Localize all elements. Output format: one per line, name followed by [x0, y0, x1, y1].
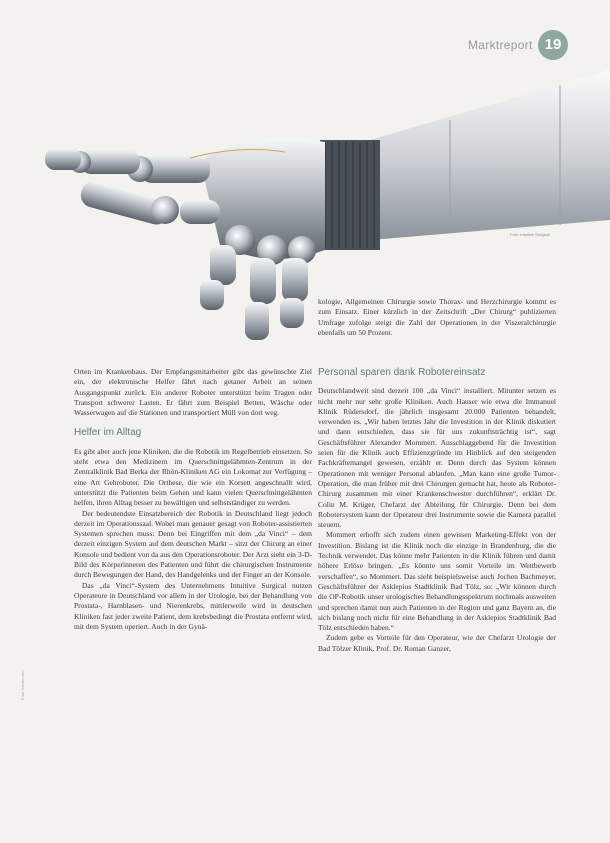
page-number-badge: 19 [538, 30, 568, 60]
paragraph: kologie, Allgemeinen Chirurgie sowie Thorax- und Herzchirurgie kommt es zum Einsatz. Einer kürzlich in der Zeitschrift „Der Chirurg“ publizierten Umfrage zufolge steigt die Zahl der Operationen in der Viszeralchirurgie ebenfalls um 50 Prozent. [318, 297, 556, 337]
paragraph: Deutschlandweit sind derzeit 100 „da Vinci“ installiert. Mitunter setzen es nicht mehr nur sehr große Kliniken. Auch Hauser wie etwa die Immanuel Klinik Rüdersdorf, die jährlich insgesamt 20.000 Patienten behandelt, verwenden es. „Wir haben letztes Jahr die Investition in der Klinik diskutiert und dann entschieden, dass sie für uns zukunftsträchtig ist“, sagt Geschäftsführer Alexander Mommert. Ausschlaggebend für die Investition seien für die Klinik auch Effizienzgründe im Hinblick auf den steigenden Fachkräftemangel gewesen, erzählt er. Denn durch das System können Operationen mit weniger Personal ablaufen. „Man kann eine große Tumor-Operation, die man früher mit drei Chirurgen gemacht hat, heute als Roboter-Chirurg zusammen mit einer Krankenschwester durchführen“, erklärt Dr. Colin M. Krüger, Chefarzt der Abteilung für Chirurgie. Denn bei dem Robotersystem kann der Operateur drei Instrumente sowie die Kamera parallel steuern. [318, 386, 556, 530]
paragraph: Das „da Vinci“-System des Unternehmens Intuitive Surgical nutzen Operateure in Deutschland vor allem in der Urologie, bei der Behandlung von Prostata-, Harnblasen- und Nierenkrebs, mittlerweile wird in deutschen Kliniken fast jeder zweite Patient, dem krebsbedingt die Prostata entfernt wird, mit dem System operiert. Auch in der Gynä- [74, 580, 312, 631]
paragraph: Der bedeutendste Einsatzbereich der Robotik in Deutschland liegt jedoch derzeit im Operationssaal. Wobei man genauer gesagt von Roboter-assistierten Systemen sprechen muss: Denn bei Eingriffen mit dem „da Vinci“ – dem derzeit einzigen System auf dem deutschen Markt – sitzt der Chirurg an einer Konsole und bedient von da aus den Operationsroboter. Der Arzt sieht ein 3-D-Bild des Körperinneren des Patienten und führt die chirurgischen Instrumente durch Bewegungen der Hand, des Handgelenks und der Finger an der Konsole. [74, 508, 312, 580]
paragraph: Zudem gebe es Vorteile für den Operateur, wie der Chefarzt Urologie der Bad Tölzer Klinik, Prof. Dr. Roman Ganzer, [318, 633, 556, 653]
column-left [74, 367, 312, 632]
side-credit: Foto: fotolia.com [20, 670, 25, 700]
paragraph: Orten im Krankenhaus. Der Empfangsmitarbeiter gibt das gewünschte Ziel ein, der elektronische Helfer fährt nach getaner Arbeit an seinen Ausgangspunkt zurück. Ein anderer Roboter unterstützt beim Tragen oder Transport schwerer Lasten. Er fährt zum Beispiel Betten, Wäsche oder Wasserwagen auf die Stationen und transportiert Müll von dort weg. [74, 367, 312, 418]
paragraph: Es gibt aber auch jene Kliniken, die die Robotik im Regelbetrieb einsetzen. So steht etwa den Medizinern im Querschnittgelähmten-Zentrum in der Zentralklinik Bad Berka der Rhön-Kliniken AG ein Lokomat zur Verfügung – eine Art Gehroboter. Die Orthese, die wie ein Korsett angeschnallt wird, unterstützt die Patienten beim Gehen und kann vielen Querschnittgelähmten helfen, ihren Alltag besser zu bewältigen und selbstständiger zu werden. [74, 446, 312, 508]
paragraph: Mommert erhofft sich zudem einen gewissen Marketing-Effekt von der Investition. Bislang ist die Klinik noch die einzige in Brandenburg, die die Technik verwendet. Das könne mehr Patienten in die Klinik führen und damit höhere Erlöse bringen. „Es könnte uns somit Vorteile im Wettbewerb verschaffen“, so Mommert. Das sieht beispielsweise auch Jochen Bachmeyer, Geschäftsführer der Asklepios Stadtklinik Bad Tölz, so: „Wir können durch die OP-Robotik unser urologisches Behandlungsspektrum nochmals ausweiten und sprechen damit nun auch Patienten in der Region und ganz Bayern an, die sich bislang noch nicht für eine Behandlung in der Asklepios Stadtklinik Bad Tölz entschieden haben.“ [318, 530, 556, 633]
column-right [318, 358, 556, 654]
image-credit: Foto: Intuitive Surgical [510, 232, 550, 237]
section-heading: Helfer im Alltag [74, 427, 142, 439]
column-right-top [318, 297, 556, 338]
section-label: Marktreport [468, 38, 533, 52]
section-heading: Personal sparen dank Robotereinsatz [318, 367, 486, 378]
